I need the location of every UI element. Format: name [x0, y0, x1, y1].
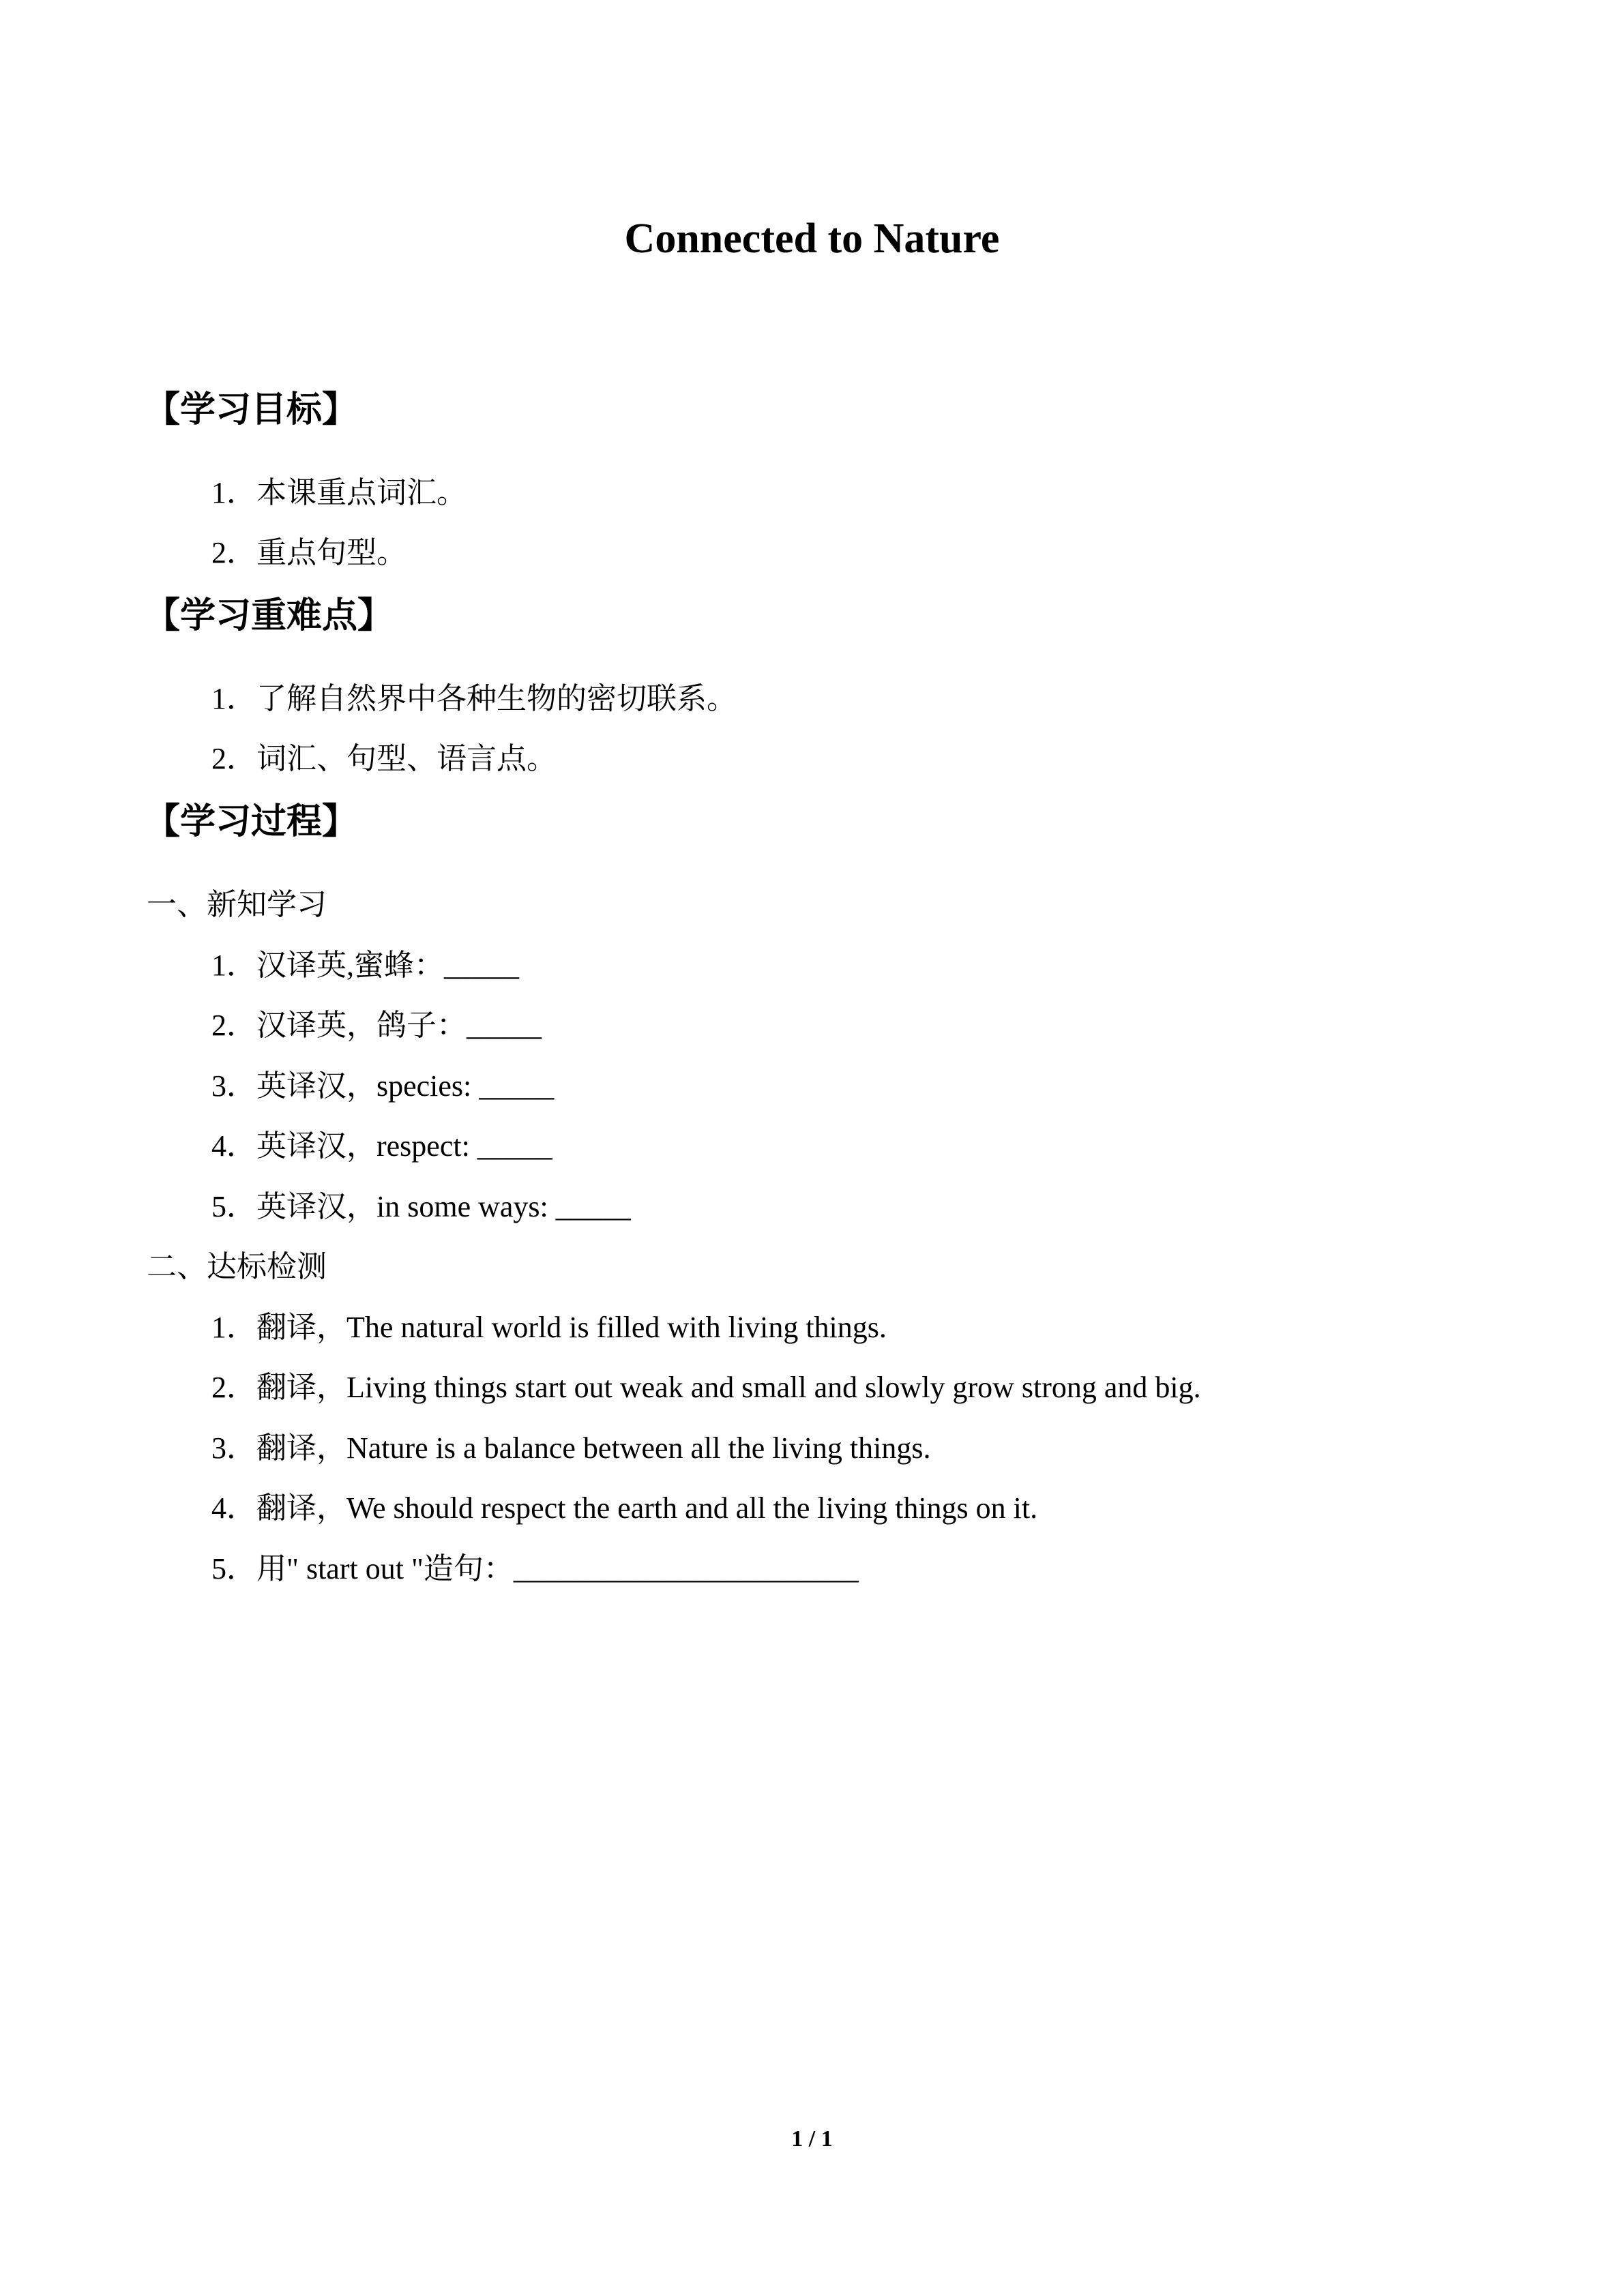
part2-item-5: 5．用" start out "造句：_______________________ [211, 1552, 859, 1585]
part2-item-3: 3．翻译，Nature is a balance between all the living things. [211, 1431, 931, 1465]
key-point-item-1: 1．了解自然界中各种生物的密切联系。 [211, 682, 737, 715]
page-number: 1 / 1 [791, 2126, 833, 2151]
section-heading-process: 【学习过程】 [145, 801, 358, 842]
objective-item-1: 1．本课重点词汇。 [211, 476, 467, 509]
key-point-item-2: 2．词汇、句型、语言点。 [211, 742, 557, 775]
objective-item-2: 2．重点句型。 [211, 536, 407, 569]
document-title: Connected to Nature [624, 215, 1000, 262]
part1-item-2: 2．汉译英，鸽子：_____ [211, 1009, 542, 1042]
process-part2-label: 二、达标检测 [147, 1250, 327, 1283]
part2-item-2: 2．翻译，Living things start out weak and small and slowly grow strong and big. [211, 1371, 1201, 1404]
part2-item-4: 4．翻译，We should respect the earth and all the living things on it. [211, 1491, 1038, 1525]
section-heading-objectives: 【学习目标】 [145, 389, 358, 430]
process-part1-label: 一、新知学习 [147, 888, 327, 921]
part1-item-5: 5．英译汉，in some ways: _____ [211, 1190, 631, 1223]
part1-item-4: 4．英译汉，respect: _____ [211, 1129, 552, 1163]
part2-item-1: 1．翻译，The natural world is filled with living things. [211, 1311, 887, 1344]
part1-item-3: 3．英译汉，species: _____ [211, 1069, 555, 1103]
section-heading-key-points: 【学习重难点】 [145, 595, 394, 636]
part1-item-1: 1．汉译英,蜜蜂：_____ [211, 949, 519, 982]
